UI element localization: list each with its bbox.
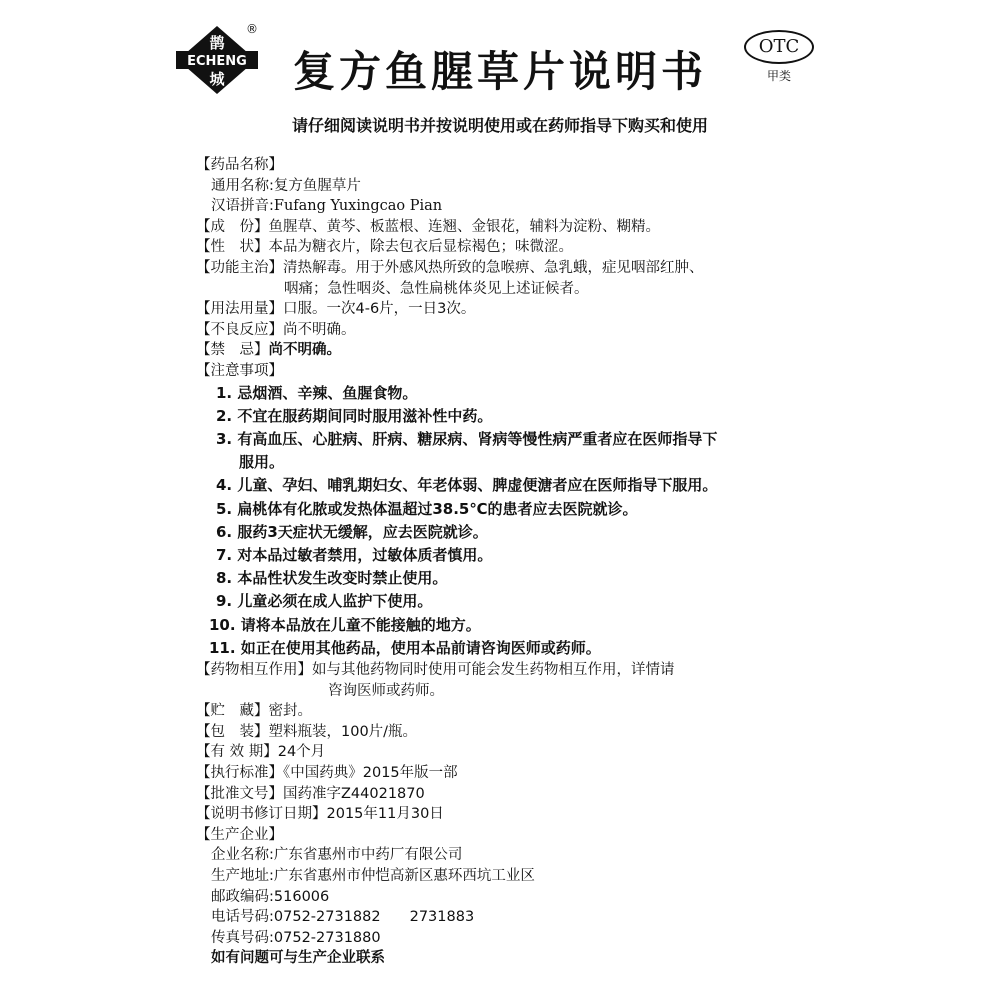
fax-label: 传真号码: bbox=[211, 929, 274, 946]
storage-value: 密封。 bbox=[268, 703, 312, 720]
interactions-row bbox=[196, 660, 816, 681]
registered-mark: ® bbox=[246, 22, 258, 36]
validity-label: 有 效 期 bbox=[210, 744, 264, 761]
package-row: 【包 装】塑料瓶装，100片/瓶。 bbox=[196, 723, 418, 740]
document-title: 复方鱼腥草片说明书 bbox=[292, 47, 707, 96]
adverse-reactions-label: 不良反应 bbox=[210, 321, 269, 338]
precaution-item-continuation: 服用。 bbox=[239, 453, 285, 472]
logo-bottom-char: 城 bbox=[209, 70, 225, 88]
address-value: 广东省惠州市仲恺高新区惠环西坑工业区 bbox=[273, 867, 535, 884]
appearance-row: 【性 状】本品为糖衣片，除去包衣后显棕褐色；味微涩。 bbox=[196, 239, 573, 256]
fax-value: 0752-2731880 bbox=[273, 929, 381, 946]
indications-line-2: 咽痛；急性咽炎、急性扁桃体炎见上述证候者。 bbox=[284, 280, 589, 297]
otc-badge: OTC bbox=[744, 30, 814, 64]
phone-label: 电话号码: bbox=[211, 909, 274, 926]
dosage-row: 【用法用量】口服。一次4-6片，一日3次。 bbox=[196, 301, 476, 318]
package-value: 塑料瓶装，100片/瓶。 bbox=[268, 723, 418, 740]
composition-value: 鱼腥草、黄芩、板蓝根、连翘、金银花，辅料为淀粉、糊精。 bbox=[268, 218, 660, 235]
approval-label: 【批准文号】 bbox=[196, 785, 283, 802]
precaution-item: 3. 有高血压、心脏病、肝病、糖尿病、肾病等慢性病严重者应在医师指导下 bbox=[216, 429, 718, 448]
precaution-item: 2. 不宜在服药期间同时服用滋补性中药。 bbox=[216, 406, 493, 425]
validity-row: 【有 效 期】24个月 bbox=[196, 744, 326, 761]
logo-top-char: 鹊 bbox=[209, 34, 225, 52]
postcode-label: 邮政编码: bbox=[211, 888, 274, 905]
otc-mark bbox=[738, 30, 820, 84]
precautions-list bbox=[196, 382, 816, 660]
appearance-label: 性 状 bbox=[210, 239, 254, 256]
address-row bbox=[196, 866, 816, 887]
contraindications-row: 【禁 忌】尚不明确。 bbox=[196, 342, 341, 359]
manufacturer-heading: 【生产企业】 bbox=[196, 826, 283, 843]
interactions-label: 【药物相互作用】 bbox=[196, 661, 312, 678]
storage-row: 【贮 藏】密封。 bbox=[196, 703, 312, 720]
approval-value: 国药准字Z44021870 bbox=[283, 785, 425, 802]
precaution-item: 6. 服药3天症状无缓解，应去医院就诊。 bbox=[216, 522, 488, 541]
adverse-reactions-row: 【不良反应】尚不明确。 bbox=[196, 321, 356, 338]
contraindications-value: 尚不明确。 bbox=[268, 342, 341, 359]
phone-row bbox=[196, 907, 816, 928]
appearance-value: 本品为糖衣片，除去包衣后显棕褐色；味微涩。 bbox=[268, 239, 573, 256]
adverse-reactions-value: 尚不明确。 bbox=[283, 321, 356, 338]
standard-value: 《中国药典》2015年版一部 bbox=[283, 764, 458, 781]
echeng-logo bbox=[176, 24, 258, 96]
storage-label: 贮 藏 bbox=[210, 703, 254, 720]
dosage-label: 用法用量 bbox=[210, 301, 269, 318]
company-name-label: 企业名称: bbox=[211, 847, 274, 864]
indications-label: 功能主治 bbox=[210, 259, 269, 276]
dosage-value: 口服。一次4-6片，一日3次。 bbox=[283, 301, 476, 318]
indications-row: 【功能主治】清热解毒。用于外感风热所致的急喉痹、急乳蛾，症见咽部红肿、 bbox=[196, 259, 704, 276]
revision-date-row bbox=[196, 804, 816, 825]
pinyin-value: Fufang Yuxingcao Pian bbox=[273, 198, 443, 215]
usage-notice: 请仔细阅读说明书并按说明使用或在药师指导下购买和使用 bbox=[291, 116, 708, 135]
drug-name-heading: 【药品名称】 bbox=[196, 157, 283, 173]
postcode-row bbox=[196, 887, 816, 908]
precautions-heading: 【注意事项】 bbox=[196, 362, 283, 379]
postcode-value: 516006 bbox=[273, 888, 330, 905]
precaution-item: 5. 扁桃体有化脓或发热体温超过38.5℃的患者应去医院就诊。 bbox=[216, 499, 638, 518]
pinyin-row bbox=[196, 196, 816, 217]
precaution-item: 4. 儿童、孕妇、哺乳期妇女、年老体弱、脾虚便溏者应在医师指导下服用。 bbox=[216, 476, 718, 495]
generic-name-value: 复方鱼腥草片 bbox=[273, 177, 361, 194]
address-label: 生产地址: bbox=[211, 867, 274, 884]
interactions-line-2: 咨询医师或药师。 bbox=[328, 682, 444, 699]
revision-date-label: 【说明书修订日期】 bbox=[196, 806, 327, 823]
package-label: 包 装 bbox=[210, 723, 254, 740]
precaution-item: 1. 忌烟酒、辛辣、鱼腥食物。 bbox=[216, 383, 418, 402]
interactions-line-1: 如与其他药物同时使用可能会发生药物相互作用，详情请 bbox=[312, 661, 675, 678]
standard-row bbox=[196, 763, 816, 784]
logo-brand-text: ECHENG bbox=[187, 54, 247, 69]
precaution-item: 11. 如正在使用其他药品，使用本品前请咨询医师或药师。 bbox=[209, 638, 601, 657]
precaution-item: 9. 儿童必须在成人监护下使用。 bbox=[216, 592, 433, 611]
generic-name-row bbox=[196, 176, 816, 197]
validity-value: 24个月 bbox=[277, 744, 326, 761]
composition-row: 【成 份】鱼腥草、黄芩、板蓝根、连翘、金银花，辅料为淀粉、糊精。 bbox=[196, 218, 660, 235]
company-name-row bbox=[196, 845, 816, 866]
precaution-item: 8. 本品性状发生改变时禁止使用。 bbox=[216, 569, 448, 588]
contraindications-label: 禁 忌 bbox=[210, 342, 254, 359]
otc-class: 甲类 bbox=[766, 69, 791, 83]
precaution-item: 10. 请将本品放在儿童不能接触的地方。 bbox=[209, 615, 481, 634]
pinyin-label: 汉语拼音: bbox=[211, 198, 274, 215]
phone-value: 0752-2731882 2731883 bbox=[273, 909, 475, 926]
approval-row bbox=[196, 784, 816, 805]
company-name-value: 广东省惠州市中药厂有限公司 bbox=[273, 847, 463, 864]
composition-label: 成 份 bbox=[210, 218, 254, 235]
precaution-item: 7. 对本品过敏者禁用，过敏体质者慎用。 bbox=[216, 545, 493, 564]
contact-note: 如有问题可与生产企业联系 bbox=[211, 950, 385, 967]
fax-row bbox=[196, 928, 816, 949]
revision-date-value: 2015年11月30日 bbox=[326, 806, 444, 823]
generic-name-label: 通用名称: bbox=[211, 177, 274, 194]
standard-label: 【执行标准】 bbox=[196, 764, 283, 781]
indications-line-1: 清热解毒。用于外感风热所致的急喉痹、急乳蛾，症见咽部红肿、 bbox=[283, 259, 704, 276]
instruction-body bbox=[196, 155, 816, 969]
